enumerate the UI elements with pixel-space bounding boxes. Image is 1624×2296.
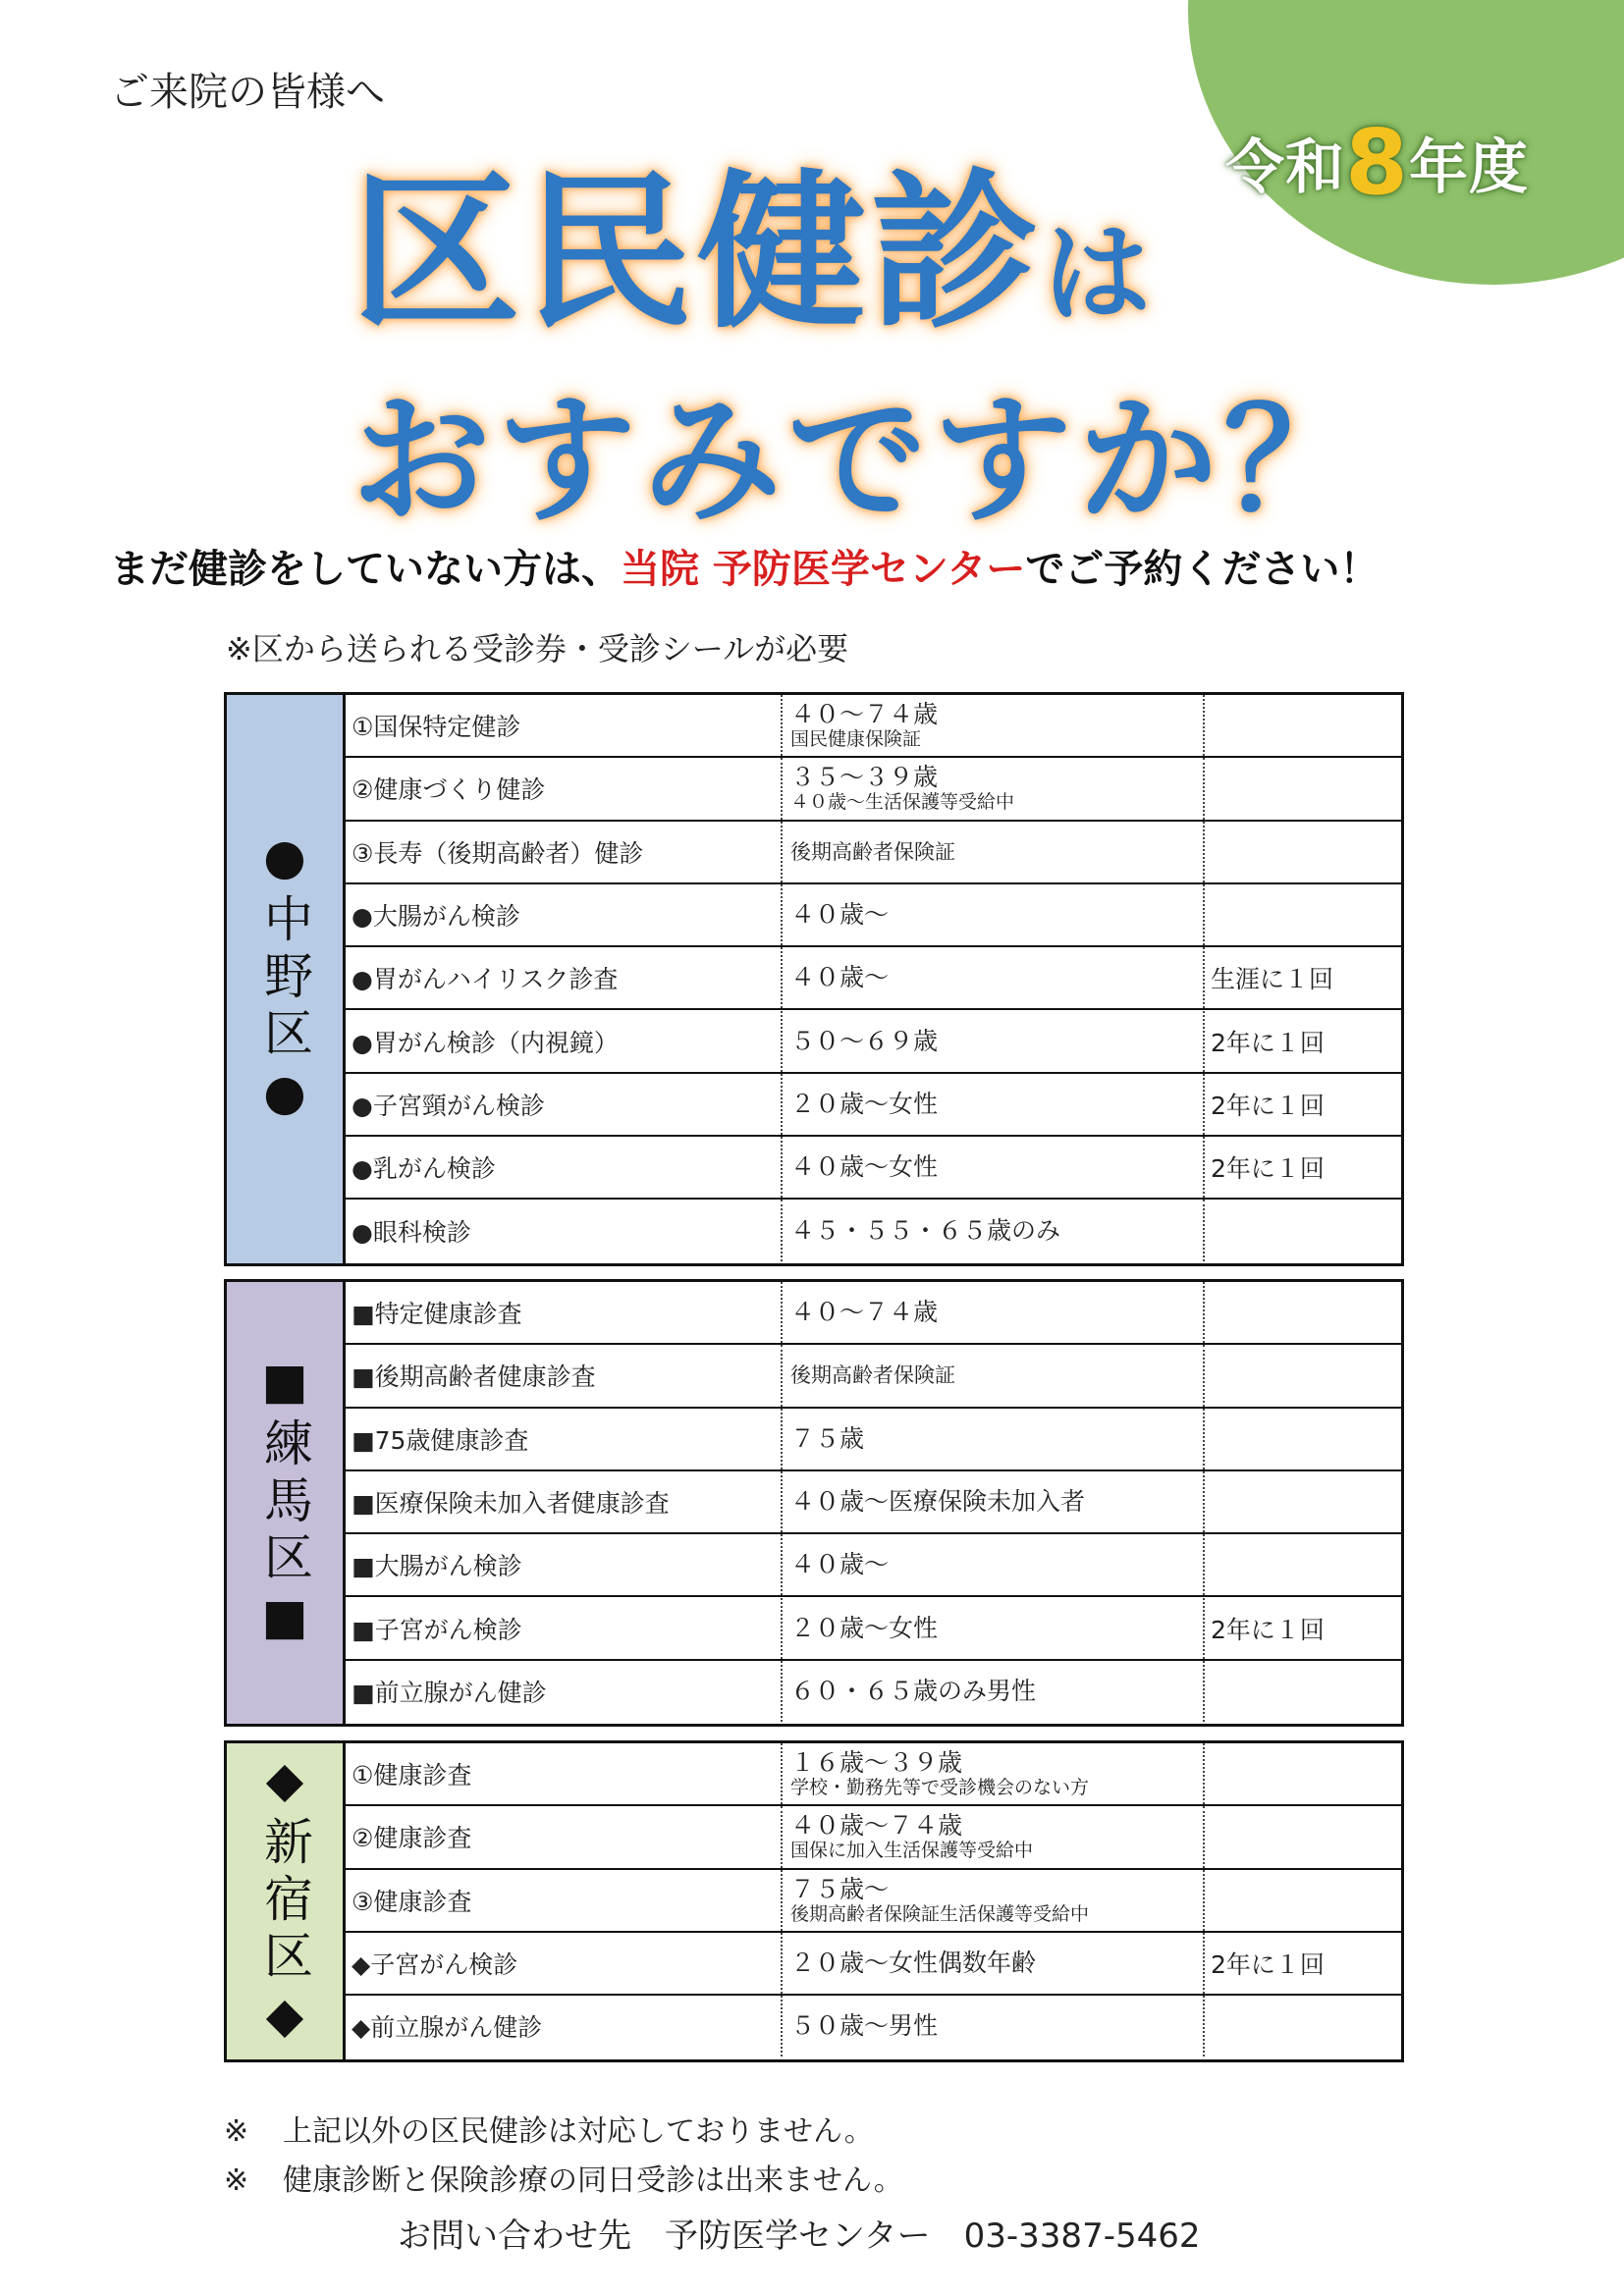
ward-name: ●中野区● bbox=[256, 828, 313, 1130]
table-row bbox=[346, 1743, 1401, 1806]
frequency bbox=[1203, 822, 1401, 882]
exam-section bbox=[224, 1279, 1404, 1727]
eligibility-age: ７５歳～ bbox=[790, 1874, 890, 1903]
eligibility-cell bbox=[781, 1534, 1203, 1595]
table-row bbox=[346, 1282, 1401, 1345]
table-row bbox=[346, 884, 1401, 947]
frequency: 2年に１回 bbox=[1203, 1074, 1401, 1135]
table-row bbox=[346, 1011, 1401, 1074]
eligibility-cell bbox=[781, 1200, 1203, 1260]
eligibility-cell bbox=[781, 758, 1203, 819]
footnote-text: 上記以外の区民健診は対応しておりません。 bbox=[283, 2114, 874, 2149]
eligibility-note: 後期高齢者保険証 bbox=[790, 839, 955, 864]
frequency bbox=[1203, 695, 1401, 756]
subline-before: まだ健診をしていない方は、 bbox=[110, 547, 621, 592]
eligibility-age: ７５歳 bbox=[790, 1423, 865, 1453]
exam-rows bbox=[346, 1743, 1401, 2059]
exam-name: ●大腸がん検診 bbox=[352, 902, 520, 932]
subline bbox=[110, 538, 1379, 594]
table-row bbox=[346, 822, 1401, 884]
frequency bbox=[1203, 1996, 1401, 2056]
table-row bbox=[346, 1870, 1401, 1933]
eligibility-cell bbox=[781, 1806, 1203, 1867]
table-row bbox=[346, 758, 1401, 821]
eligibility-note: 国民健康保険証 bbox=[790, 728, 922, 751]
exam-name: ■特定健康診査 bbox=[352, 1300, 522, 1329]
exam-name: ②健康づくり健診 bbox=[352, 775, 546, 805]
eligibility-cell bbox=[781, 1011, 1203, 1072]
contact-info: お問い合わせ先 予防医学センター 03-3387-5462 bbox=[398, 2216, 1201, 2256]
exam-name: ①国保特定健診 bbox=[352, 713, 521, 742]
eligibility-cell bbox=[781, 1870, 1203, 1931]
requirement-note: ※区から送られる受診券・受診シールが必要 bbox=[226, 630, 849, 667]
exam-name: ①健康診査 bbox=[352, 1761, 472, 1790]
table-row bbox=[346, 1409, 1401, 1471]
eligibility-age: ３５～３９歳 bbox=[790, 763, 939, 792]
ward-label bbox=[227, 1743, 346, 2059]
frequency bbox=[1203, 1661, 1401, 1722]
table-row bbox=[346, 695, 1401, 758]
ward-name: ◆新宿区◆ bbox=[256, 1750, 313, 2052]
exam-name: ●胃がん検診（内視鏡） bbox=[352, 1028, 619, 1057]
eligibility-age: ４０歳～医療保険未加入者 bbox=[790, 1487, 1086, 1517]
eligibility-age: ４０歳～７４歳 bbox=[790, 1811, 963, 1841]
eligibility-cell bbox=[781, 1345, 1203, 1406]
eligibility-age: ２０歳～女性 bbox=[790, 1089, 939, 1118]
year-prefix: 令和 bbox=[1225, 133, 1345, 202]
exam-name: ■75歳健康診査 bbox=[352, 1425, 529, 1455]
eligibility-age: ４０～７４歳 bbox=[790, 700, 939, 729]
frequency bbox=[1203, 1200, 1401, 1260]
exam-name: ②健康診査 bbox=[352, 1824, 472, 1853]
footnote bbox=[224, 2107, 874, 2150]
eligibility-age: ４０歳～女性 bbox=[790, 1152, 939, 1182]
table-row bbox=[346, 1471, 1401, 1534]
eligibility-age: ５０歳～男性 bbox=[790, 2011, 939, 2041]
frequency: 2年に１回 bbox=[1203, 1137, 1401, 1198]
exam-section bbox=[224, 692, 1404, 1266]
table-row bbox=[346, 1345, 1401, 1408]
table-row bbox=[346, 1661, 1401, 1722]
eligibility-cell bbox=[781, 947, 1203, 1008]
table-row bbox=[346, 1074, 1401, 1137]
exam-name: ■大腸がん検診 bbox=[352, 1552, 522, 1581]
table-row bbox=[346, 1598, 1401, 1661]
eligibility-age: ４０歳～ bbox=[790, 963, 890, 992]
eligibility-cell bbox=[781, 1933, 1203, 1994]
frequency bbox=[1203, 1534, 1401, 1595]
exam-name: ■子宮がん検診 bbox=[352, 1615, 522, 1644]
footnote-mark: ※ bbox=[224, 2163, 249, 2198]
eligibility-age: ４０歳～ bbox=[790, 1550, 890, 1579]
subline-after: でご予約ください！ bbox=[1025, 547, 1380, 592]
frequency bbox=[1203, 1282, 1401, 1343]
frequency bbox=[1203, 884, 1401, 945]
exam-name: ●胃がんハイリスク診査 bbox=[352, 965, 619, 994]
eligibility-cell bbox=[781, 1074, 1203, 1135]
exam-name: ◆子宮がん検診 bbox=[352, 1950, 518, 1980]
eligibility-age: ４０歳～ bbox=[790, 900, 890, 930]
frequency: 2年に１回 bbox=[1203, 1598, 1401, 1659]
exam-section bbox=[224, 1740, 1404, 2062]
year-number: 8 bbox=[1345, 110, 1410, 215]
eligibility-cell bbox=[781, 1661, 1203, 1722]
subline-highlight: 当院 予防医学センター bbox=[621, 547, 1026, 592]
year-badge bbox=[1225, 110, 1529, 215]
eligibility-age: ４０～７４歳 bbox=[790, 1298, 939, 1327]
headline-main: 区民健診 bbox=[352, 154, 1043, 351]
footnote-text: 健康診断と保険診療の同日受診は出来ません。 bbox=[283, 2163, 903, 2198]
exam-name: ◆前立腺がん健診 bbox=[352, 2013, 543, 2043]
headline-particle: は bbox=[1043, 211, 1151, 337]
eligibility-note: 学校・勤務先等で受診機会のない方 bbox=[790, 1777, 1090, 1799]
exam-name: ■後期高齢者健康診査 bbox=[352, 1362, 596, 1392]
eligibility-note: 国保に加入生活保護等受給中 bbox=[790, 1840, 1034, 1862]
frequency: 生涯に１回 bbox=[1203, 947, 1401, 1008]
eligibility-cell bbox=[781, 1471, 1203, 1532]
eligibility-age: ６０・６５歳のみ男性 bbox=[790, 1676, 1037, 1705]
exam-name: ■医療保険未加入者健康診査 bbox=[352, 1489, 670, 1519]
eligibility-cell bbox=[781, 1996, 1203, 2056]
eligibility-cell bbox=[781, 1409, 1203, 1469]
eligibility-cell bbox=[781, 1137, 1203, 1198]
eligibility-note: 後期高齢者保険証 bbox=[790, 1363, 955, 1388]
eligibility-age: ２０歳～女性 bbox=[790, 1613, 939, 1642]
exam-rows bbox=[346, 695, 1401, 1263]
footnote bbox=[224, 2156, 903, 2199]
table-row bbox=[346, 1200, 1401, 1260]
table-row bbox=[346, 947, 1401, 1010]
greeting: ご来院の皆様へ bbox=[110, 70, 385, 115]
year-suffix: 年度 bbox=[1409, 133, 1530, 202]
eligibility-age: ２０歳～女性偶数年齢 bbox=[790, 1949, 1037, 1978]
exam-rows bbox=[346, 1282, 1401, 1724]
frequency bbox=[1203, 1409, 1401, 1469]
eligibility-note: 後期高齢者保険証生活保護等受給中 bbox=[790, 1902, 1090, 1925]
table-row bbox=[346, 1137, 1401, 1200]
frequency bbox=[1203, 758, 1401, 819]
ward-name: ■練馬区■ bbox=[256, 1353, 313, 1654]
table-row bbox=[346, 1996, 1401, 2056]
frequency bbox=[1203, 1345, 1401, 1406]
eligibility-cell bbox=[781, 1598, 1203, 1659]
table-row bbox=[346, 1933, 1401, 1996]
frequency bbox=[1203, 1471, 1401, 1532]
table-row bbox=[346, 1806, 1401, 1869]
frequency bbox=[1203, 1743, 1401, 1804]
headline-line2: おすみですか？ bbox=[352, 380, 1369, 542]
headline bbox=[352, 118, 1151, 360]
frequency bbox=[1203, 1806, 1401, 1867]
table-row bbox=[346, 1534, 1401, 1597]
footnote-mark: ※ bbox=[224, 2114, 249, 2149]
exam-name: ●子宮頸がん検診 bbox=[352, 1091, 545, 1120]
exam-name: ●眼科検診 bbox=[352, 1217, 471, 1247]
ward-label bbox=[227, 695, 346, 1263]
eligibility-age: ５０～６９歳 bbox=[790, 1026, 939, 1055]
eligibility-cell bbox=[781, 1282, 1203, 1343]
eligibility-cell bbox=[781, 884, 1203, 945]
frequency: 2年に１回 bbox=[1203, 1933, 1401, 1994]
eligibility-cell bbox=[781, 695, 1203, 756]
exam-name: ③長寿（後期高齢者）健診 bbox=[352, 838, 644, 868]
exam-name: ●乳がん検診 bbox=[352, 1154, 496, 1184]
exam-name: ③健康診査 bbox=[352, 1887, 472, 1916]
eligibility-cell bbox=[781, 1743, 1203, 1804]
exam-name: ■前立腺がん健診 bbox=[352, 1678, 547, 1707]
eligibility-cell bbox=[781, 822, 1203, 882]
eligibility-note: ４０歳～生活保護等受給中 bbox=[790, 791, 1015, 814]
frequency: 2年に１回 bbox=[1203, 1011, 1401, 1072]
ward-label bbox=[227, 1282, 346, 1724]
frequency bbox=[1203, 1870, 1401, 1931]
eligibility-age: １６歳～３９歳 bbox=[790, 1748, 963, 1778]
eligibility-age: ４５・５５・６５歳のみ bbox=[790, 1215, 1061, 1245]
